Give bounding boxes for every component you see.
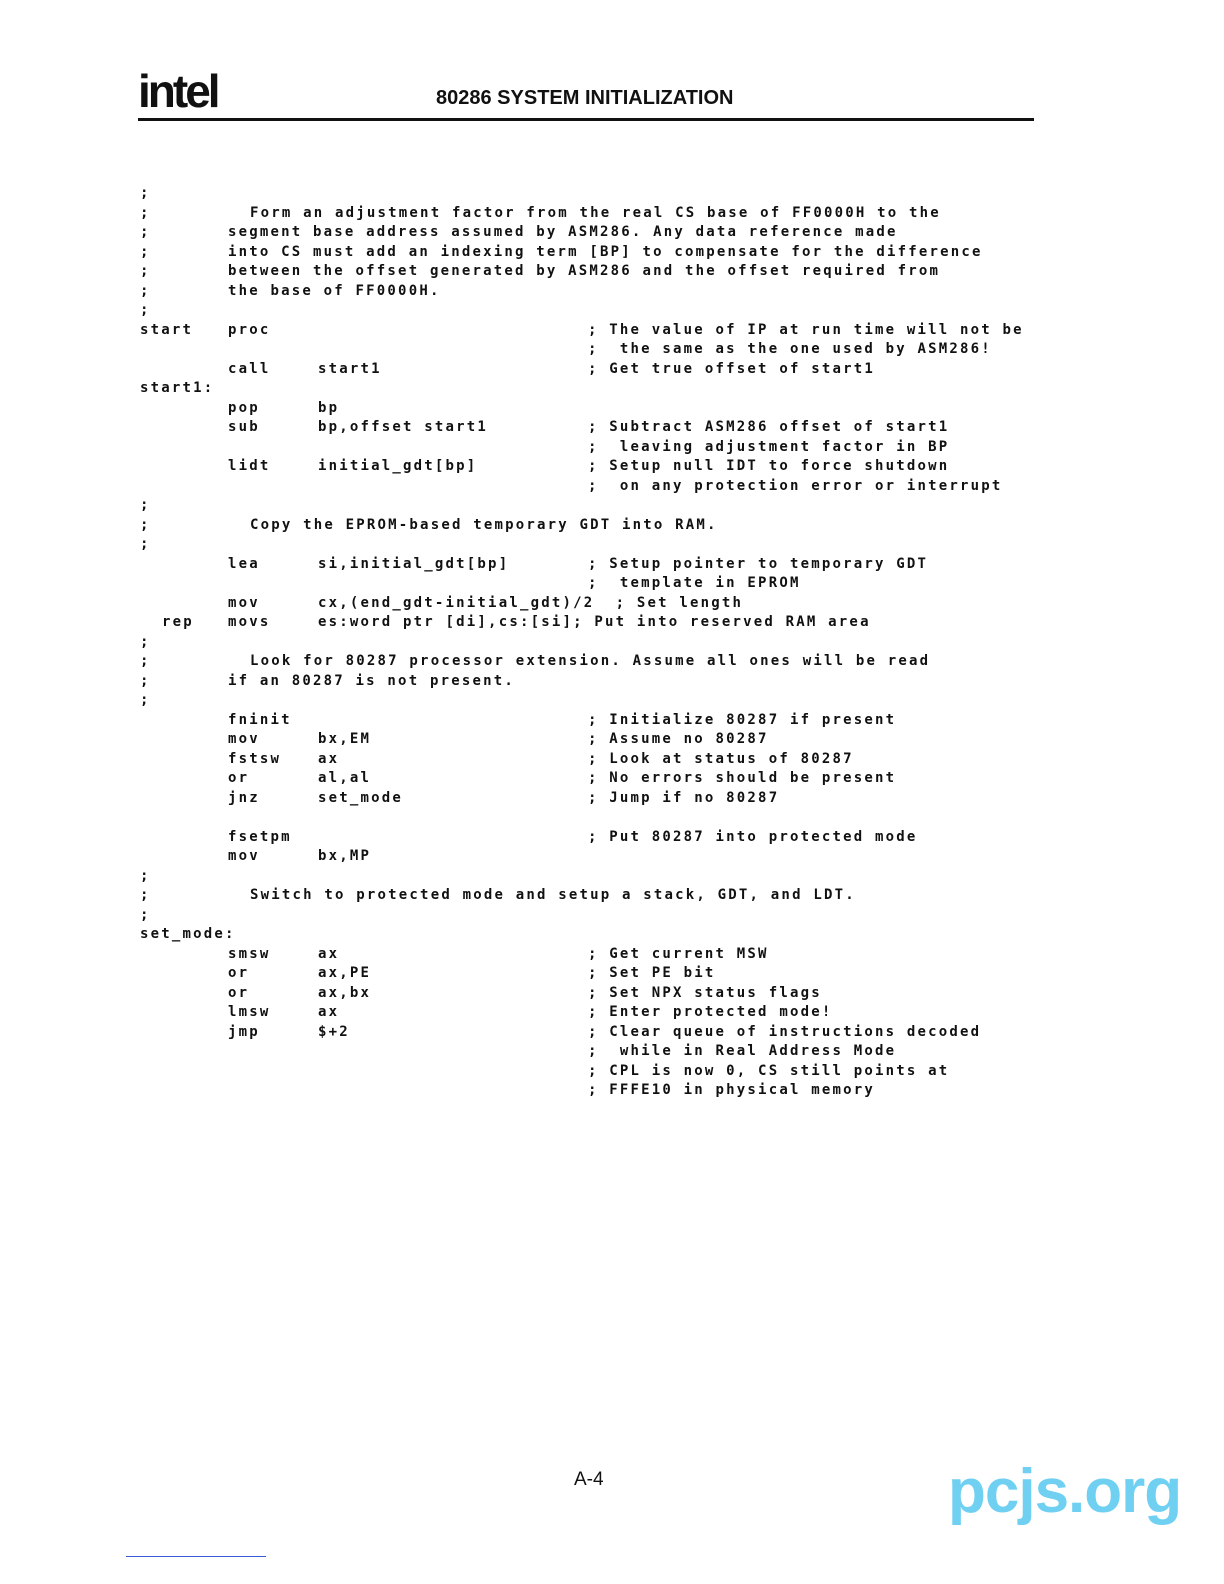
mnemonic: smsw <box>228 945 271 962</box>
comment-text: Switch to protected mode and setup a stack, GDT, and LDT. <box>250 887 856 903</box>
comment-marker: ; <box>140 204 151 221</box>
listing-line <box>140 808 1060 828</box>
operands: ax,PE <box>318 965 372 981</box>
operands: ax <box>318 750 340 767</box>
operands: bx,EM <box>318 731 372 747</box>
comment-text: Copy the EPROM-based temporary GDT into RAM. <box>250 516 718 533</box>
inline-comment: ; while in Real Address Mode <box>588 1043 897 1059</box>
operands: ax <box>318 945 340 962</box>
mnemonic: or <box>228 770 250 786</box>
operands: start1 <box>318 360 382 377</box>
comment-marker: ; <box>140 633 151 650</box>
listing-line <box>140 399 1060 419</box>
comment-marker: ; <box>140 906 151 923</box>
comment-text: the base of FF0000H. <box>228 282 441 299</box>
mnemonic: lidt <box>228 458 271 474</box>
listing-line <box>140 555 1060 575</box>
operands: bp <box>318 399 340 416</box>
listing-line <box>140 925 1060 945</box>
page-header-title: 80286 SYSTEM INITIALIZATION <box>436 87 734 109</box>
mnemonic: proc <box>228 321 271 338</box>
inline-comment: ; Setup null IDT to force shutdown <box>588 458 950 474</box>
comment-marker: ; <box>140 536 151 552</box>
operands: cx,(end_gdt-initial_gdt)/2 ; Set length <box>318 594 744 611</box>
inline-comment: ; CPL is now 0, CS still points at <box>588 1062 950 1079</box>
inline-comment: ; Initialize 80287 if present <box>588 711 897 728</box>
listing-line <box>140 613 1060 633</box>
mnemonic: fsetpm <box>228 828 292 845</box>
rep-prefix: rep <box>162 614 194 630</box>
listing-line <box>140 457 1060 477</box>
assembly-listing <box>140 184 1060 1101</box>
comment-text: Form an adjustment factor from the real CS base of FF0000H to the <box>250 204 941 221</box>
comment-marker: ; <box>140 224 151 240</box>
mnemonic: jmp <box>228 1023 260 1040</box>
operands: si,initial_gdt[bp] <box>318 555 510 572</box>
listing-line <box>140 321 1060 341</box>
listing-line <box>140 945 1060 965</box>
listing-line <box>140 301 1060 321</box>
comment-marker: ; <box>140 497 151 513</box>
listing-line <box>140 652 1060 672</box>
operands: es:word ptr [di],cs:[si]; Put into reserved RAM area <box>318 614 871 630</box>
bottom-link-underline <box>126 1556 266 1557</box>
mnemonic: fstsw <box>228 750 282 767</box>
inline-comment: ; The value of IP at run time will not be <box>588 321 1024 338</box>
comment-marker: ; <box>140 887 151 903</box>
listing-line <box>140 243 1060 263</box>
code-label: set_mode: <box>140 926 236 942</box>
listing-line <box>140 984 1060 1004</box>
listing-line <box>140 262 1060 282</box>
mnemonic: fninit <box>228 711 292 728</box>
mnemonic: mov <box>228 848 260 864</box>
comment-text: Look for 80287 processor extension. Assume all ones will be read <box>250 653 931 669</box>
operands: $+2 <box>318 1023 350 1040</box>
listing-line <box>140 789 1060 809</box>
comment-marker: ; <box>140 185 151 201</box>
inline-comment: ; Setup pointer to temporary GDT <box>588 555 929 572</box>
header-rule <box>138 118 1034 121</box>
inline-comment: ; No errors should be present <box>588 770 897 786</box>
inline-comment: ; Get current MSW <box>588 945 769 962</box>
operands: set_mode <box>318 789 404 806</box>
listing-line <box>140 574 1060 594</box>
listing-line <box>140 906 1060 926</box>
comment-marker: ; <box>140 516 151 533</box>
inline-comment: ; Get true offset of start1 <box>588 360 875 377</box>
mnemonic: lmsw <box>228 1004 271 1020</box>
listing-line <box>140 886 1060 906</box>
mnemonic: sub <box>228 419 260 435</box>
operands: bx,MP <box>318 848 372 864</box>
inline-comment: ; Set NPX status flags <box>588 984 822 1001</box>
inline-comment: ; leaving adjustment factor in BP <box>588 438 950 455</box>
inline-comment: ; FFFE10 in physical memory <box>588 1082 875 1098</box>
operands: al,al <box>318 770 372 786</box>
mnemonic: movs <box>228 614 271 630</box>
operands: initial_gdt[bp] <box>318 458 478 474</box>
listing-line <box>140 516 1060 536</box>
comment-marker: ; <box>140 302 151 318</box>
operands: bp,offset start1 <box>318 419 489 435</box>
comment-marker: ; <box>140 243 151 260</box>
inline-comment: ; Look at status of 80287 <box>588 750 854 767</box>
mnemonic: mov <box>228 731 260 747</box>
listing-line <box>140 828 1060 848</box>
mnemonic: jnz <box>228 789 260 806</box>
page-number: A-4 <box>574 1469 604 1490</box>
listing-line <box>140 1081 1060 1101</box>
comment-text: segment base address assumed by ASM286. Any data reference made <box>228 224 898 240</box>
inline-comment: ; the same as the one used by ASM286! <box>588 341 992 357</box>
operands: ax <box>318 1004 340 1020</box>
listing-line <box>140 184 1060 204</box>
code-label: start <box>140 321 194 338</box>
comment-text: if an 80287 is not present. <box>228 672 515 689</box>
operands: ax,bx <box>318 984 372 1001</box>
listing-line <box>140 1023 1060 1043</box>
comment-marker: ; <box>140 282 151 299</box>
mnemonic: or <box>228 965 250 981</box>
listing-line <box>140 594 1060 614</box>
mnemonic: lea <box>228 555 260 572</box>
comment-text: between the offset generated by ASM286 and the offset required from <box>228 263 941 279</box>
inline-comment: ; Set PE bit <box>588 965 716 981</box>
listing-line <box>140 730 1060 750</box>
listing-line <box>140 1042 1060 1062</box>
listing-line <box>140 847 1060 867</box>
inline-comment: ; Assume no 80287 <box>588 731 769 747</box>
listing-line <box>140 867 1060 887</box>
listing-line <box>140 477 1060 497</box>
comment-marker: ; <box>140 692 151 708</box>
listing-line <box>140 672 1060 692</box>
listing-line <box>140 340 1060 360</box>
listing-line <box>140 282 1060 302</box>
listing-line <box>140 204 1060 224</box>
code-label: start1: <box>140 380 215 396</box>
listing-line <box>140 535 1060 555</box>
pcjs-watermark[interactable]: pcjs.org <box>948 1457 1182 1526</box>
inline-comment: ; template in EPROM <box>588 575 801 591</box>
mnemonic: mov <box>228 594 260 611</box>
listing-line <box>140 1003 1060 1023</box>
mnemonic: pop <box>228 399 260 416</box>
comment-marker: ; <box>140 867 151 884</box>
comment-marker: ; <box>140 263 151 279</box>
inline-comment: ; Clear queue of instructions decoded <box>588 1023 982 1040</box>
inline-comment: ; on any protection error or interrupt <box>588 477 1003 494</box>
listing-line <box>140 750 1060 770</box>
inline-comment: ; Enter protected mode! <box>588 1004 833 1020</box>
mnemonic: or <box>228 984 250 1001</box>
listing-line <box>140 769 1060 789</box>
listing-line <box>140 496 1060 516</box>
listing-line <box>140 964 1060 984</box>
listing-line <box>140 691 1060 711</box>
intel-logo: intel <box>138 65 218 117</box>
mnemonic: call <box>228 360 271 377</box>
listing-line <box>140 360 1060 380</box>
inline-comment: ; Put 80287 into protected mode <box>588 828 918 845</box>
comment-marker: ; <box>140 672 151 689</box>
listing-line <box>140 223 1060 243</box>
listing-line <box>140 711 1060 731</box>
comment-marker: ; <box>140 653 151 669</box>
comment-text: into CS must add an indexing term [BP] to compensate for the difference <box>228 243 983 260</box>
inline-comment: ; Jump if no 80287 <box>588 789 780 806</box>
listing-line <box>140 633 1060 653</box>
listing-line <box>140 438 1060 458</box>
listing-line <box>140 418 1060 438</box>
inline-comment: ; Subtract ASM286 offset of start1 <box>588 419 950 435</box>
listing-line <box>140 379 1060 399</box>
listing-line <box>140 1062 1060 1082</box>
